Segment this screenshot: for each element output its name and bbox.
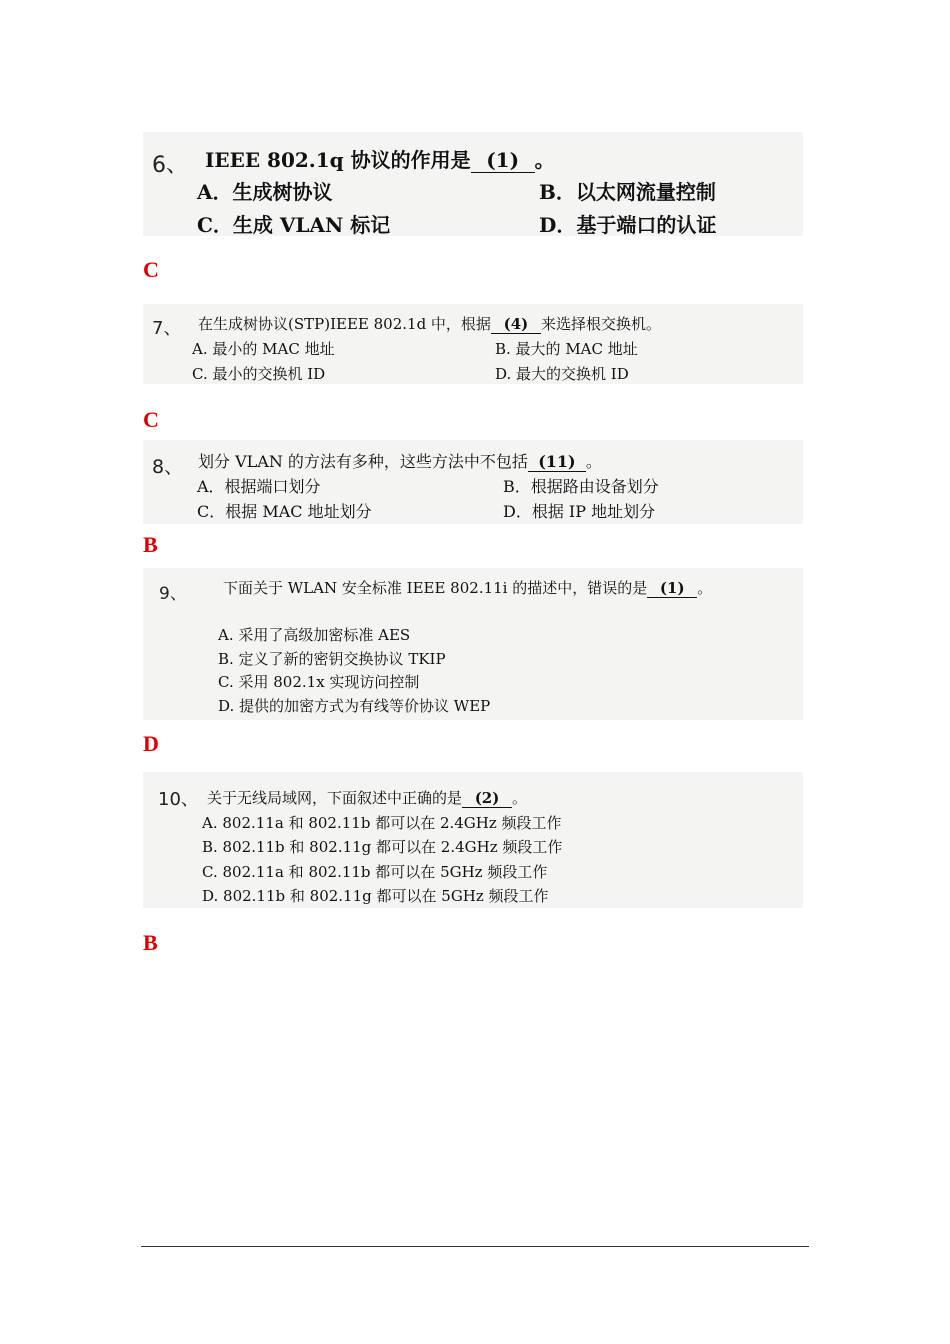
question-10-scan (143, 772, 803, 908)
option-c: C．生成 VLAN 标记 (197, 213, 391, 237)
question-prefix: 在生成树协议(STP)IEEE 802.1d 中，根据 (198, 315, 491, 333)
answer-blank: (2) (462, 789, 512, 808)
answer-10: B (143, 930, 158, 955)
option-a: A. 采用了高级加密标准 AES (218, 626, 411, 644)
option-b: B．根据路由设备划分 (503, 477, 659, 496)
question-text (207, 787, 527, 808)
option-d: D. 最大的交换机 ID (495, 365, 629, 383)
option-d: D．根据 IP 地址划分 (503, 502, 656, 521)
question-text (205, 144, 555, 173)
option-d: D. 802.11b 和 802.11g 都可以在 5GHz 频段工作 (202, 887, 549, 905)
option-c: C. 采用 802.1x 实现访问控制 (218, 673, 420, 691)
option-a: A．根据端口划分 (197, 477, 321, 496)
question-number: 8、 (152, 456, 184, 478)
question-prefix: 下面关于 WLAN 安全标准 IEEE 802.11i 的描述中，错误的是 (223, 579, 648, 597)
option-a: A. 802.11a 和 802.11b 都可以在 2.4GHz 频段工作 (202, 814, 562, 832)
question-number: 6、 (152, 153, 188, 178)
option-b: B. 802.11b 和 802.11g 都可以在 2.4GHz 频段工作 (202, 838, 563, 856)
answer-6: C (143, 257, 159, 282)
answer-9: D (143, 731, 159, 756)
answer-blank: (4) (491, 315, 541, 334)
question-number: 7、 (152, 318, 182, 339)
question-6-scan (143, 132, 803, 236)
option-c: C. 802.11a 和 802.11b 都可以在 5GHz 频段工作 (202, 863, 548, 881)
option-b: B．以太网流量控制 (539, 180, 716, 204)
answer-blank: (1) (471, 148, 535, 173)
option-d: D．基于端口的认证 (539, 213, 717, 237)
option-b: B. 定义了新的密钥交换协议 TKIP (218, 650, 446, 668)
question-text (223, 577, 712, 598)
answer-8: B (143, 532, 158, 557)
question-text (198, 449, 602, 472)
question-suffix: 来选择根交换机。 (540, 315, 661, 333)
question-suffix: 。 (534, 148, 555, 172)
question-number: 10、 (158, 789, 199, 810)
footer-divider (141, 1246, 809, 1247)
option-b: B. 最大的 MAC 地址 (495, 340, 638, 358)
question-7-scan (143, 304, 803, 384)
question-suffix: 。 (697, 579, 713, 597)
question-suffix: 。 (512, 789, 528, 807)
question-text (198, 313, 661, 334)
question-number: 9、 (159, 584, 187, 604)
question-9-scan (143, 568, 803, 720)
option-c: C．根据 MAC 地址划分 (197, 502, 372, 521)
answer-7: C (143, 407, 159, 432)
option-a: A．生成树协议 (197, 180, 333, 204)
question-suffix: 。 (585, 452, 602, 471)
option-d: D. 提供的加密方式为有线等价协议 WEP (218, 697, 491, 715)
question-prefix: 划分 VLAN 的方法有多种，这些方法中不包括 (198, 452, 528, 471)
answer-blank: (1) (647, 579, 697, 598)
question-prefix: IEEE 802.1q 协议的作用是 (205, 148, 471, 172)
question-prefix: 关于无线局域网，下面叙述中正确的是 (207, 789, 463, 807)
option-c: C. 最小的交换机 ID (192, 365, 326, 383)
answer-blank: (11) (528, 452, 586, 472)
question-8-scan (143, 440, 803, 524)
option-a: A. 最小的 MAC 地址 (192, 340, 335, 358)
